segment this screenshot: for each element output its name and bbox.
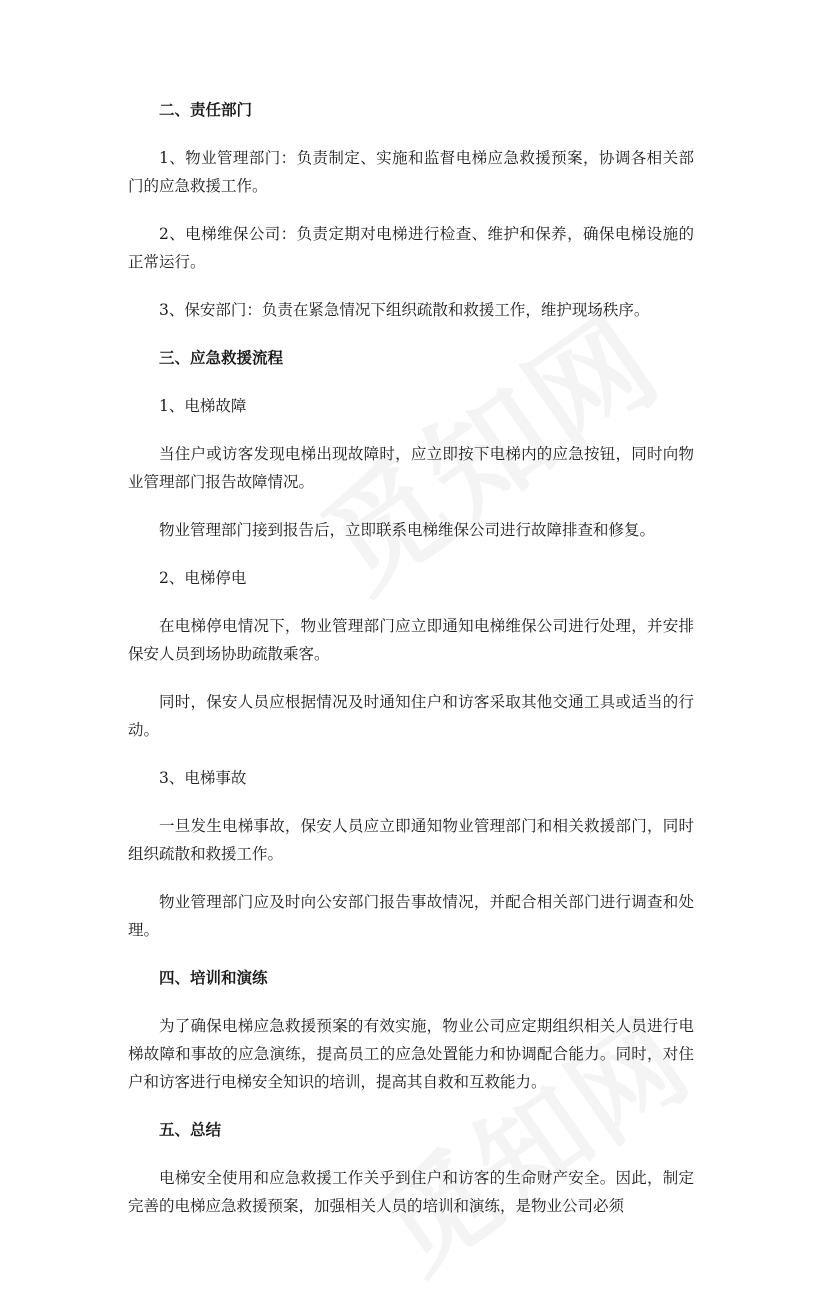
paragraph-outage-handling: 在电梯停电情况下，物业管理部门应立即通知电梯维保公司进行处理，并安排保安人员到场协助疏散乘客。 — [128, 617, 694, 663]
paragraph-summary: 电梯安全使用和应急救援工作关乎到住户和访客的生命财产安全。因此，制定完善的电梯应急救援预案，加强相关人员的培训和演练，是物业公司必须 — [128, 1169, 694, 1215]
section-heading-responsibility: 二、责任部门 — [159, 101, 253, 119]
paragraph-property-dept: 1、物业管理部门：负责制定、实施和监督电梯应急救援预案，协调各相关部门的应急救援工作。 — [128, 149, 694, 195]
paragraph-maintenance-company: 2、电梯维保公司：负责定期对电梯进行检查、维护和保养，确保电梯设施的正常运行。 — [128, 225, 694, 271]
paragraph-training: 为了确保电梯应急救援预案的有效实施，物业公司应定期组织相关人员进行电梯故障和事故的应急演练，提高员工的应急处置能力和协调配合能力。同时，对住户和访客进行电梯安全知识的培训，提高其自救和互救能力。 — [128, 1017, 694, 1091]
paragraph-accident-notify: 一旦发生电梯事故，保安人员应立即通知物业管理部门和相关救援部门，同时组织疏散和救援工作。 — [128, 817, 694, 863]
subheading-power-outage: 2、电梯停电 — [159, 569, 247, 587]
paragraph-accident-report: 物业管理部门应及时向公安部门报告事故情况，并配合相关部门进行调查和处理。 — [128, 893, 694, 939]
paragraph-fault-report: 当住户或访客发现电梯出现故障时，应立即按下电梯内的应急按钮，同时向物业管理部门报告故障情况。 — [128, 445, 694, 491]
paragraph-security-dept: 3、保安部门：负责在紧急情况下组织疏散和救援工作，维护现场秩序。 — [159, 301, 650, 319]
paragraph-outage-notify: 同时，保安人员应根据情况及时通知住户和访客采取其他交通工具或适当的行动。 — [128, 693, 694, 739]
paragraph-fault-repair: 物业管理部门接到报告后，立即联系电梯维保公司进行故障排查和修复。 — [159, 521, 656, 539]
document-body — [128, 96, 694, 1240]
section-heading-summary: 五、总结 — [159, 1121, 222, 1139]
section-heading-training: 四、培训和演练 — [159, 969, 268, 987]
subheading-elevator-fault: 1、电梯故障 — [159, 397, 247, 415]
subheading-elevator-accident: 3、电梯事故 — [159, 769, 247, 787]
section-heading-rescue-process: 三、应急救援流程 — [159, 349, 284, 367]
